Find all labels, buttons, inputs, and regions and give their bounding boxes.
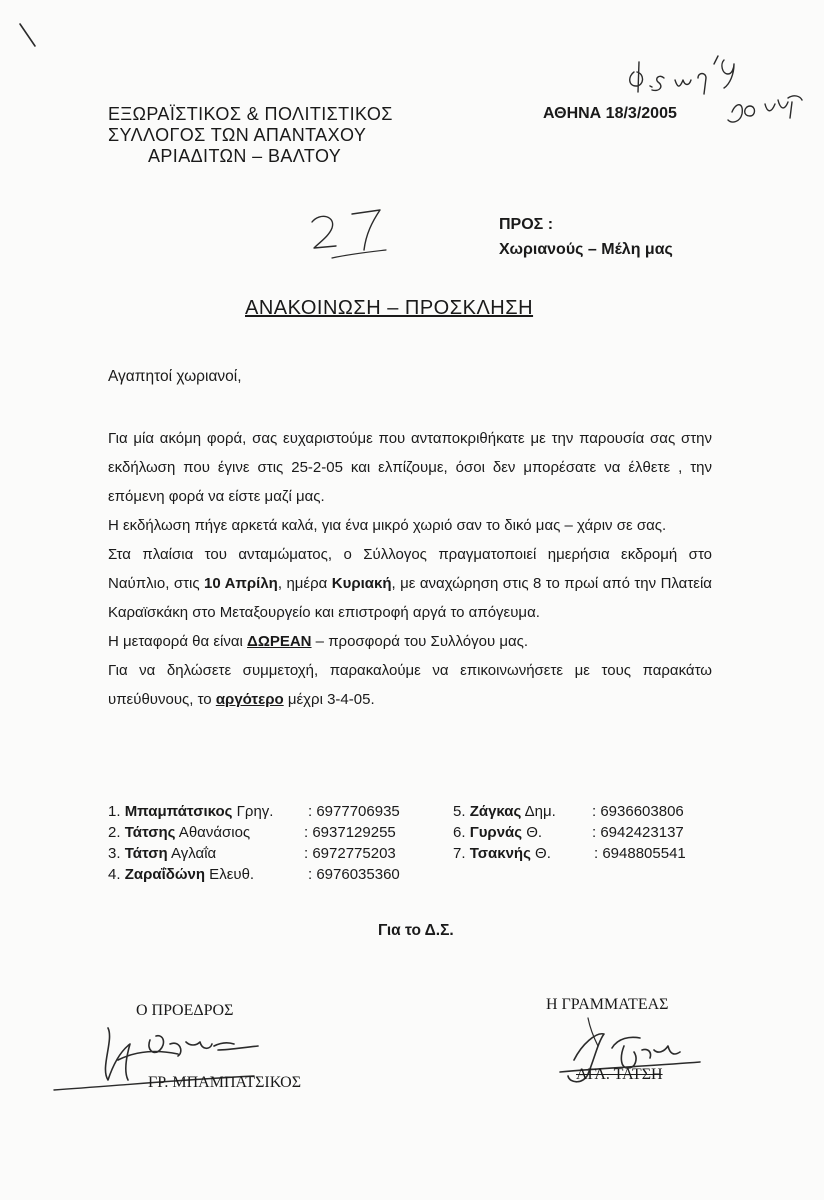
secretary-name: ΑΓΛ. ΤΑΤΣΗ	[576, 1066, 663, 1083]
contact-given-name: Αγλαΐα	[167, 845, 217, 862]
organization-name	[108, 104, 428, 167]
contact-number: 7.	[453, 845, 466, 862]
transport-text-b: – προσφορά του Συλλόγου μας.	[311, 633, 529, 650]
paragraph-excursion	[108, 540, 712, 627]
paragraph-registration	[108, 656, 712, 714]
contact-phone: : 6937129255	[304, 824, 396, 841]
registration-deadline-emphasis: αργότερο	[215, 691, 284, 708]
registration-text-a: Για να δηλώσετε συμμετοχή, παρακαλούμε να επικοινωνήσετε με τους παρακάτω υπεύθυνους, το	[108, 662, 712, 708]
contact-given-name: Θ.	[530, 845, 551, 862]
transport-free: ΔΩΡΕΑΝ	[247, 633, 312, 650]
contact-row	[453, 801, 556, 822]
recipient-value: Χωριανούς – Μέλη μας	[499, 241, 673, 258]
contact-phone: : 6936603806	[592, 803, 684, 820]
greeting: Αγαπητοί χωριανοί,	[108, 368, 242, 385]
board-signoff: Για το Δ.Σ.	[378, 922, 454, 939]
excursion-text-a: Στα πλαίσια του ανταμώματος, ο Σύλλογος πραγματοποιεί ημερήσια εκδρομή στο Ναύπλιο, στις	[108, 546, 712, 592]
recipient-label: ΠΡΟΣ :	[499, 216, 554, 233]
excursion-text-c: , με αναχώρηση στις 8 το πρωί από την Πλατεία Καραϊσκάκη στο Μεταξουργείο και επιστροφή αργά το απόγευμα.	[108, 575, 712, 621]
contact-number: 4.	[108, 866, 121, 883]
excursion-day: Κυριακή	[331, 575, 392, 592]
secretary-title: Η ΓΡΑΜΜΑΤΕΑΣ	[546, 996, 669, 1013]
organization-line-1: ΕΞΩΡΑΪΣΤΙΚΟΣ & ΠΟΛΙΤΙΣΤΙΚΟΣ	[108, 104, 393, 124]
contact-given-name: Δημ.	[521, 803, 556, 820]
contact-number: 5.	[453, 803, 466, 820]
recipient-block	[499, 212, 673, 262]
contact-given-name: Αθανάσιος	[175, 824, 251, 841]
contact-row	[108, 843, 216, 864]
corner-tick-mark	[20, 24, 35, 46]
contact-phone: : 6942423137	[592, 824, 684, 841]
contact-given-name: Θ.	[522, 824, 543, 841]
excursion-text-b: , ημέρα	[277, 575, 332, 592]
contact-surname: Γυρνάς	[469, 824, 523, 841]
contact-number: 2.	[108, 824, 121, 841]
registration-text-b: μέχρι 3-4-05.	[283, 691, 375, 708]
contact-surname: Ζαραΐδώνη	[124, 866, 206, 883]
contact-row	[453, 843, 551, 864]
contact-row	[108, 864, 254, 885]
transport-text-a: Η μεταφορά θα είναι	[108, 633, 248, 650]
handwritten-number-27	[312, 210, 386, 258]
contact-phone: : 6976035360	[308, 866, 400, 883]
contact-given-name: Γρηγ.	[232, 803, 274, 820]
contact-given-name: Ελευθ.	[205, 866, 255, 883]
document-title: ΑΝΑΚΟΙΝΩΣΗ – ΠΡΟΣΚΛΗΣΗ	[245, 297, 534, 319]
contact-row	[108, 801, 273, 822]
organization-line-2: ΣΥΛΛΟΓΟΣ ΤΩΝ ΑΠΑΝΤΑΧΟΥ	[108, 125, 367, 145]
organization-line-3: ΑΡΙΑΔΙΤΩΝ – ΒΑΛΤΟΥ	[148, 146, 342, 166]
contact-number: 6.	[453, 824, 466, 841]
paragraph-event: Η εκδήλωση πήγε αρκετά καλά, για ένα μικρό χωριό σαν το δικό μας – χάριν σε σας.	[108, 517, 667, 534]
contact-number: 1.	[108, 803, 121, 820]
paragraph-thanks: Για μία ακόμη φορά, σας ευχαριστούμε που ανταποκριθήκατε με την παρουσία σας στην εκδήλωση που έγινε στις 25-2-05 και ελπίζουμε, όσοι δεν μπορέσατε να έλθετε , την επόμενη φορά να είστε μαζί μας.	[108, 430, 712, 505]
contact-surname: Μπαμπάτσικος	[124, 803, 233, 820]
contact-row	[108, 822, 250, 843]
paragraph-transport	[108, 627, 712, 656]
letter-body	[108, 424, 712, 714]
excursion-date: 10 Απρίλη	[204, 575, 278, 592]
contact-surname: Ζάγκας	[469, 803, 522, 820]
contact-surname: Τσακνής	[469, 845, 531, 862]
contact-row	[453, 822, 542, 843]
contact-surname: Τάτσης	[124, 824, 176, 841]
contact-phone: : 6972775203	[304, 845, 396, 862]
contact-phone: : 6977706935	[308, 803, 400, 820]
president-name: ΓΡ. ΜΠΑΜΠΑΤΣΙΚΟΣ	[148, 1074, 302, 1091]
document-date: ΑΘΗΝΑ 18/3/2005	[543, 105, 677, 122]
contact-phone: : 6948805541	[594, 845, 686, 862]
contact-surname: Τάτση	[124, 845, 168, 862]
contact-number: 3.	[108, 845, 121, 862]
president-title: Ο ΠΡΟΕΔΡΟΣ	[136, 1002, 234, 1019]
